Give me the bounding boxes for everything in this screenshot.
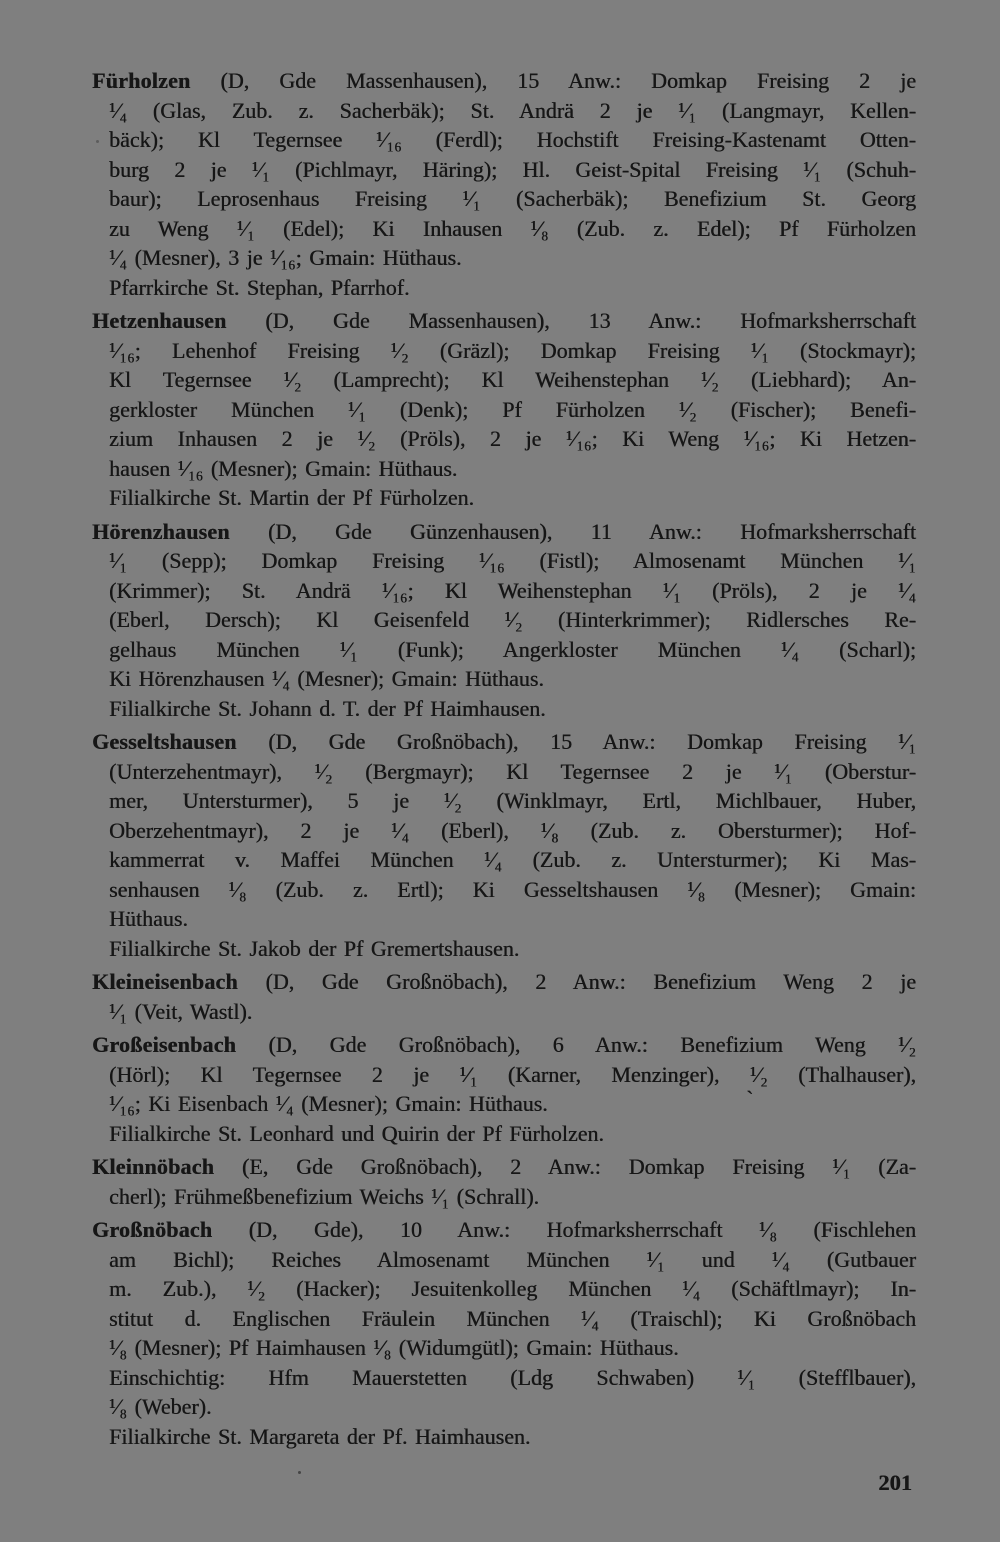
entry-line: cherl); Frühmeßbenefizium Weichs ¹⁄₁ (Schrall). — [109, 1183, 540, 1209]
entry-line: (Eberl, Dersch); Kl Geisenfeld ¹⁄₂ (Hinterkrimmer); Ridlersches Re- — [109, 607, 916, 632]
entry-line: ¹⁄₁₆; Ki Eisenbach ¹⁄₄ (Mesner); Gmain: Hüthaus. ` — [109, 1086, 754, 1116]
entry-headword: Gesseltshausen — [92, 729, 237, 754]
entry-line: ¹⁄₁ (Veit, Wastl). — [109, 998, 253, 1024]
scan-speck — [96, 140, 99, 143]
entry-line: senhausen ¹⁄₈ (Zub. z. Ertl); Ki Gesseltshausen ¹⁄₈ (Mesner); Gmain: — [109, 876, 916, 902]
entry-horenzhausen — [92, 517, 916, 724]
entry-line: ¹⁄₁₆; Lehenhof Freising ¹⁄₂ (Gräzl); Domkap Freising ¹⁄₁ (Stockmayr); — [109, 337, 916, 363]
entry-headword: Kleineisenbach — [92, 969, 238, 994]
entry-kleineisenbach — [92, 967, 916, 1026]
entry-first-line: Großnöbach (D, Gde), 10 Anw.: Hofmarksherrschaft ¹⁄₈ (Fischlehen — [92, 1217, 916, 1242]
entry-line: Filialkirche St. Leonhard und Quirin der Pf Fürholzen. — [109, 1120, 604, 1146]
entry-line: zu Weng ¹⁄₁ (Edel); Ki Inhausen ¹⁄₈ (Zub. z. Edel); Pf Fürholzen — [109, 215, 916, 241]
entry-headword: Hörenzhausen — [92, 518, 230, 544]
entry-line: baur); Leprosenhaus Freising ¹⁄₁ (Sacherbäk); Benefizium St. Georg — [109, 186, 916, 211]
entry-line: zium Inhausen 2 je ¹⁄₂ (Pröls), 2 je ¹⁄₁₆; Ki Weng ¹⁄₁₆; Ki Hetzen- — [109, 426, 916, 451]
entry-line: Filialkirche St. Margareta der Pf. Haimhausen. — [109, 1423, 531, 1449]
entry-line: m. Zub.), ¹⁄₂ (Hacker); Jesuitenkolleg München ¹⁄₄ (Schäftlmayr); In- — [109, 1276, 916, 1301]
entry-line: hausen ¹⁄₁₆ (Mesner); Gmain: Hüthaus. — [109, 455, 458, 481]
entry-line: Einschichtig: Hfm Mauerstetten (Ldg Schwaben) ¹⁄₁ (Stefflbauer), — [109, 1364, 916, 1390]
entry-line: Filialkirche St. Johann d. T. der Pf Haimhausen. — [109, 695, 546, 721]
entry-line: Kl Tegernsee ¹⁄₂ (Lamprecht); Kl Weihenstephan ¹⁄₂ (Liebhard); An- — [109, 367, 916, 392]
entry-first-line: Fürholzen (D, Gde Massenhausen), 15 Anw.: Domkap Freising 2 je — [92, 68, 916, 93]
entry-line: kammerrat v. Maffei München ¹⁄₄ (Zub. z. Untersturmer); Ki Mas- — [109, 847, 916, 872]
entry-first-line: Kleinnöbach (E, Gde Großnöbach), 2 Anw.: Domkap Freising ¹⁄₁ (Za- — [92, 1154, 916, 1179]
entry-line: stitut d. Englischen Fräulein München ¹⁄₄ (Traischl); Ki Großnöbach — [109, 1305, 916, 1331]
entry-grosseisenbach — [92, 1030, 916, 1148]
entry-line: ¹⁄₈ (Weber). — [109, 1394, 212, 1419]
entry-furholzen — [92, 66, 916, 302]
entry-line: (Unterzehentmayr), ¹⁄₂ (Bergmayr); Kl Tegernsee 2 je ¹⁄₁ (Oberstur- — [109, 758, 916, 784]
entry-hetzenhausen — [92, 306, 916, 513]
entry-first-line: Gesseltshausen (D, Gde Großnöbach), 15 Anw.: Domkap Freising ¹⁄₁ — [92, 729, 916, 754]
entry-headword: Fürholzen — [92, 68, 191, 93]
entry-kleinnobach — [92, 1152, 916, 1211]
entry-line: mer, Untersturmer), 5 je ¹⁄₂ (Winklmayr, Ertl, Michlbauer, Huber, — [109, 788, 916, 813]
entry-line: gerkloster München ¹⁄₁ (Denk); Pf Fürholzen ¹⁄₂ (Fischer); Benefi- — [109, 396, 916, 422]
entry-line: bäck); Kl Tegernsee ¹⁄₁₆ (Ferdl); Hochstift Freising-Kastenamt Otten- — [109, 127, 916, 152]
entry-line: Ki Hörenzhausen ¹⁄₄ (Mesner); Gmain: Hüthaus. — [109, 666, 544, 691]
entry-headword: Hetzenhausen — [92, 308, 227, 333]
entry-headword: Kleinnöbach — [92, 1154, 215, 1179]
entry-line: Filialkirche St. Martin der Pf Fürholzen. — [109, 485, 474, 510]
entry-line: (Hörl); Kl Tegernsee 2 je ¹⁄₁ (Karner, Menzinger), ¹⁄₂ (Thalhauser), — [109, 1061, 916, 1087]
entry-line: ¹⁄₁ (Sepp); Domkap Freising ¹⁄₁₆ (Fistl); Almosenamt München ¹⁄₁ — [109, 548, 916, 573]
page-number: 201 — [878, 1470, 912, 1495]
entry-first-line: Hetzenhausen (D, Gde Massenhausen), 13 Anw.: Hofmarksherrschaft — [92, 308, 916, 333]
entry-headword: Großeisenbach — [92, 1032, 236, 1057]
entry-line: Pfarrkirche St. Stephan, Pfarrhof. — [109, 274, 410, 300]
entry-line: am Bichl); Reiches Almosenamt München ¹⁄₁ und ¹⁄₄ (Gutbauer — [109, 1246, 916, 1272]
entry-line: burg 2 je ¹⁄₁ (Pichlmayr, Häring); Hl. Geist-Spital Freising ¹⁄₁ (Schuh- — [109, 156, 916, 182]
entry-line: Filialkirche St. Jakob der Pf Gremertshausen. — [109, 935, 520, 961]
stray-ink-mark: ` — [746, 1086, 754, 1111]
page-text-block — [0, 66, 1000, 1455]
entry-first-line: Hörenzhausen (D, Gde Günzenhausen), 11 Anw.: Hofmarksherrschaft — [92, 518, 916, 544]
entry-line: gelhaus München ¹⁄₁ (Funk); Angerkloster München ¹⁄₄ (Scharl); — [109, 636, 916, 662]
entry-line: ¹⁄₄ (Mesner), 3 je ¹⁄₁₆; Gmain: Hüthaus. — [109, 245, 462, 270]
entry-line: ¹⁄₈ (Mesner); Pf Haimhausen ¹⁄₈ (Widumgütl); Gmain: Hüthaus. — [109, 1335, 679, 1360]
entry-line: Hüthaus. — [109, 906, 188, 931]
entry-line: Oberzehentmayr), 2 je ¹⁄₄ (Eberl), ¹⁄₈ (Zub. z. Obersturmer); Hof- — [109, 817, 916, 843]
entry-grossnobach — [92, 1215, 916, 1451]
entry-line: (Krimmer); St. Andrä ¹⁄₁₆; Kl Weihenstephan ¹⁄₁ (Pröls), 2 je ¹⁄₄ — [109, 577, 916, 603]
entry-gesseltshausen — [92, 727, 916, 963]
entry-first-line: Großeisenbach (D, Gde Großnöbach), 6 Anw.: Benefizium Weng ¹⁄₂ — [92, 1032, 916, 1057]
entry-headword: Großnöbach — [92, 1217, 213, 1242]
entry-first-line: Kleineisenbach (D, Gde Großnöbach), 2 Anw.: Benefizium Weng 2 je — [92, 969, 916, 994]
entry-line: ¹⁄₄ (Glas, Zub. z. Sacherbäk); St. Andrä 2 je ¹⁄₁ (Langmayr, Kellen- — [109, 97, 916, 123]
scan-speck — [298, 1471, 301, 1474]
